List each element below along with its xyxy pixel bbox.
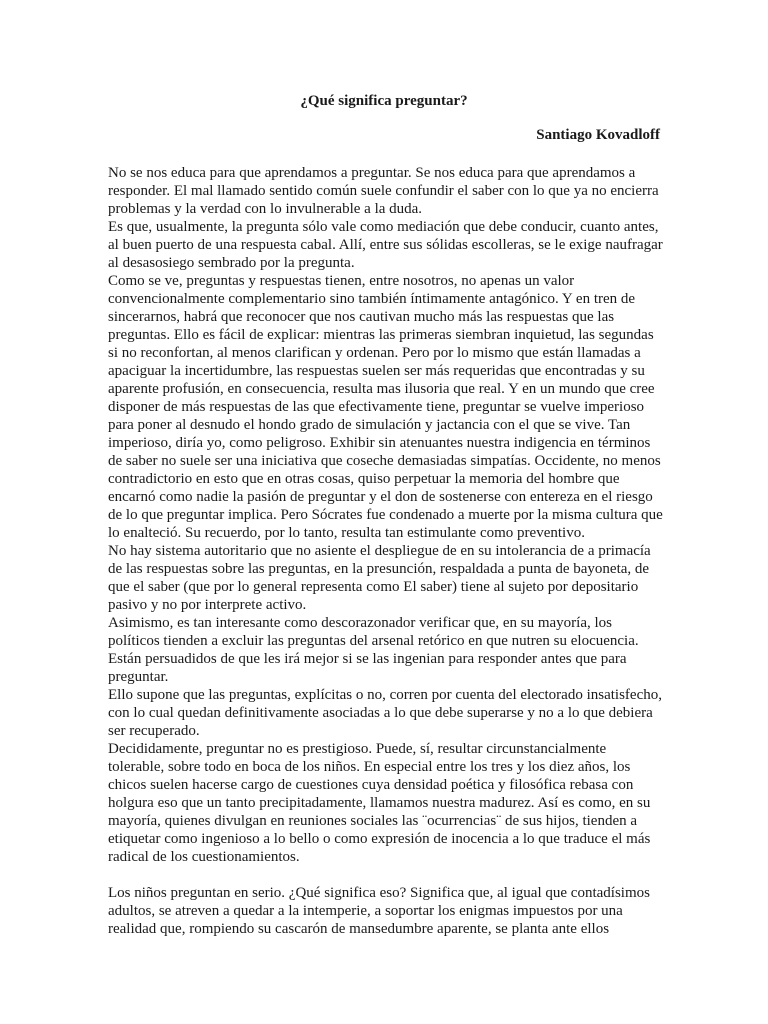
document-author: Santiago Kovadloff xyxy=(536,127,660,143)
document-title: ¿Qué significa preguntar? xyxy=(300,93,468,109)
paragraph: Ello supone que las preguntas, explícitas o no, corren por cuenta del electorado insatisfecho, con lo cual quedan definitivamente asociadas a lo que debe superarse y no a lo que debiera ser recuperado. xyxy=(108,687,662,739)
paragraph: Como se ve, preguntas y respuestas tienen, entre nosotros, no apenas un valor convencionalmente complementario sino también íntimamente antagónico. Y en tren de sincerarnos, habrá que reconocer que nos cautivan mucho más las respuestas que las preguntas. Ello es fácil de explicar: mientras las primeras siembran inquietud, las segundas si no reconfortan, al menos clarifican y ordenan. Pero por lo mismo que están llamadas a apaciguar la incertidumbre, las respuestas suelen ser más requeridas que encontradas y su aparente profusión, en consecuencia, resulta mas ilusoria que real. Y en un mundo que cree disponer de más respuestas de las que efectivamente tiene, preguntar se vuelve imperioso para poner al desnudo el hondo grado de simulación y jactancia con el que se vive. Tan imperioso, diría yo, como peligroso. Exhibir sin atenuantes nuestra indigencia en términos de saber no suele ser una iniciativa que coseche demasiadas simpatías. Occidente, no menos contradictorio en esto que en otras cosas, quiso perpetuar la memoria del hombre que encarnó como nadie la pasión de preguntar y el don de sostenerse con entereza en el riesgo de lo que preguntar implica. Pero Sócrates fue condenado a muerte por la misma cultura que lo enalteció. Su recuerdo, por lo tanto, resulta tan estimulante como preventivo. xyxy=(108,273,663,541)
paragraph: Los niños preguntan en serio. ¿Qué significa eso? Significa que, al igual que contadísimos adultos, se atreven a quedar a la intemperie, a soportar los enigmas impuestos por una realidad que, rompiendo su cascarón de mansedumbre aparente, se planta ante ellos xyxy=(108,885,650,937)
paragraph: Asimismo, es tan interesante como descorazonador verificar que, en su mayoría, los políticos tienden a excluir las preguntas del arsenal retórico en que nutren su elocuencia. Están persuadidos de que les irá mejor si se las ingenian para responder antes que para preguntar. xyxy=(108,615,639,685)
paragraph: Decididamente, preguntar no es prestigioso. Puede, sí, resultar circunstancialmente tolerable, sobre todo en boca de los niños. En especial entre los tres y los diez años, los chicos suelen hacerse cargo de cuestiones cuya densidad poética y filosófica rebasa con holgura eso que un tanto precipitadamente, llamamos nuestra madurez. Así es como, en su mayoría, quienes divulgan en reuniones sociales las ¨ocurrencias¨ de sus hijos, tienden a etiquetar como ingenioso a lo bello o como expresión de inocencia a lo que traduce el más radical de los cuestionamientos. xyxy=(108,741,651,865)
paragraph: No se nos educa para que aprendamos a preguntar. Se nos educa para que aprendamos a responder. El mal llamado sentido común suele confundir el saber con lo que ya no encierra problemas y la verdad con lo invulnerable a la duda. xyxy=(108,165,659,217)
paragraph: No hay sistema autoritario que no asiente el despliegue de en su intolerancia de a primacía de las respuestas sobre las preguntas, en la presunción, respaldada a punta de bayoneta, de que el saber (que por lo general representa como El saber) tiene al sujeto por depositario pasivo y no por interprete activo. xyxy=(108,543,651,613)
paragraph: Es que, usualmente, la pregunta sólo vale como mediación que debe conducir, cuanto antes, al buen puerto de una respuesta cabal. Allí, entre sus sólidas escolleras, se le exige naufragar al desasosiego sembrado por la pregunta. xyxy=(108,219,663,271)
document-body xyxy=(108,164,664,938)
